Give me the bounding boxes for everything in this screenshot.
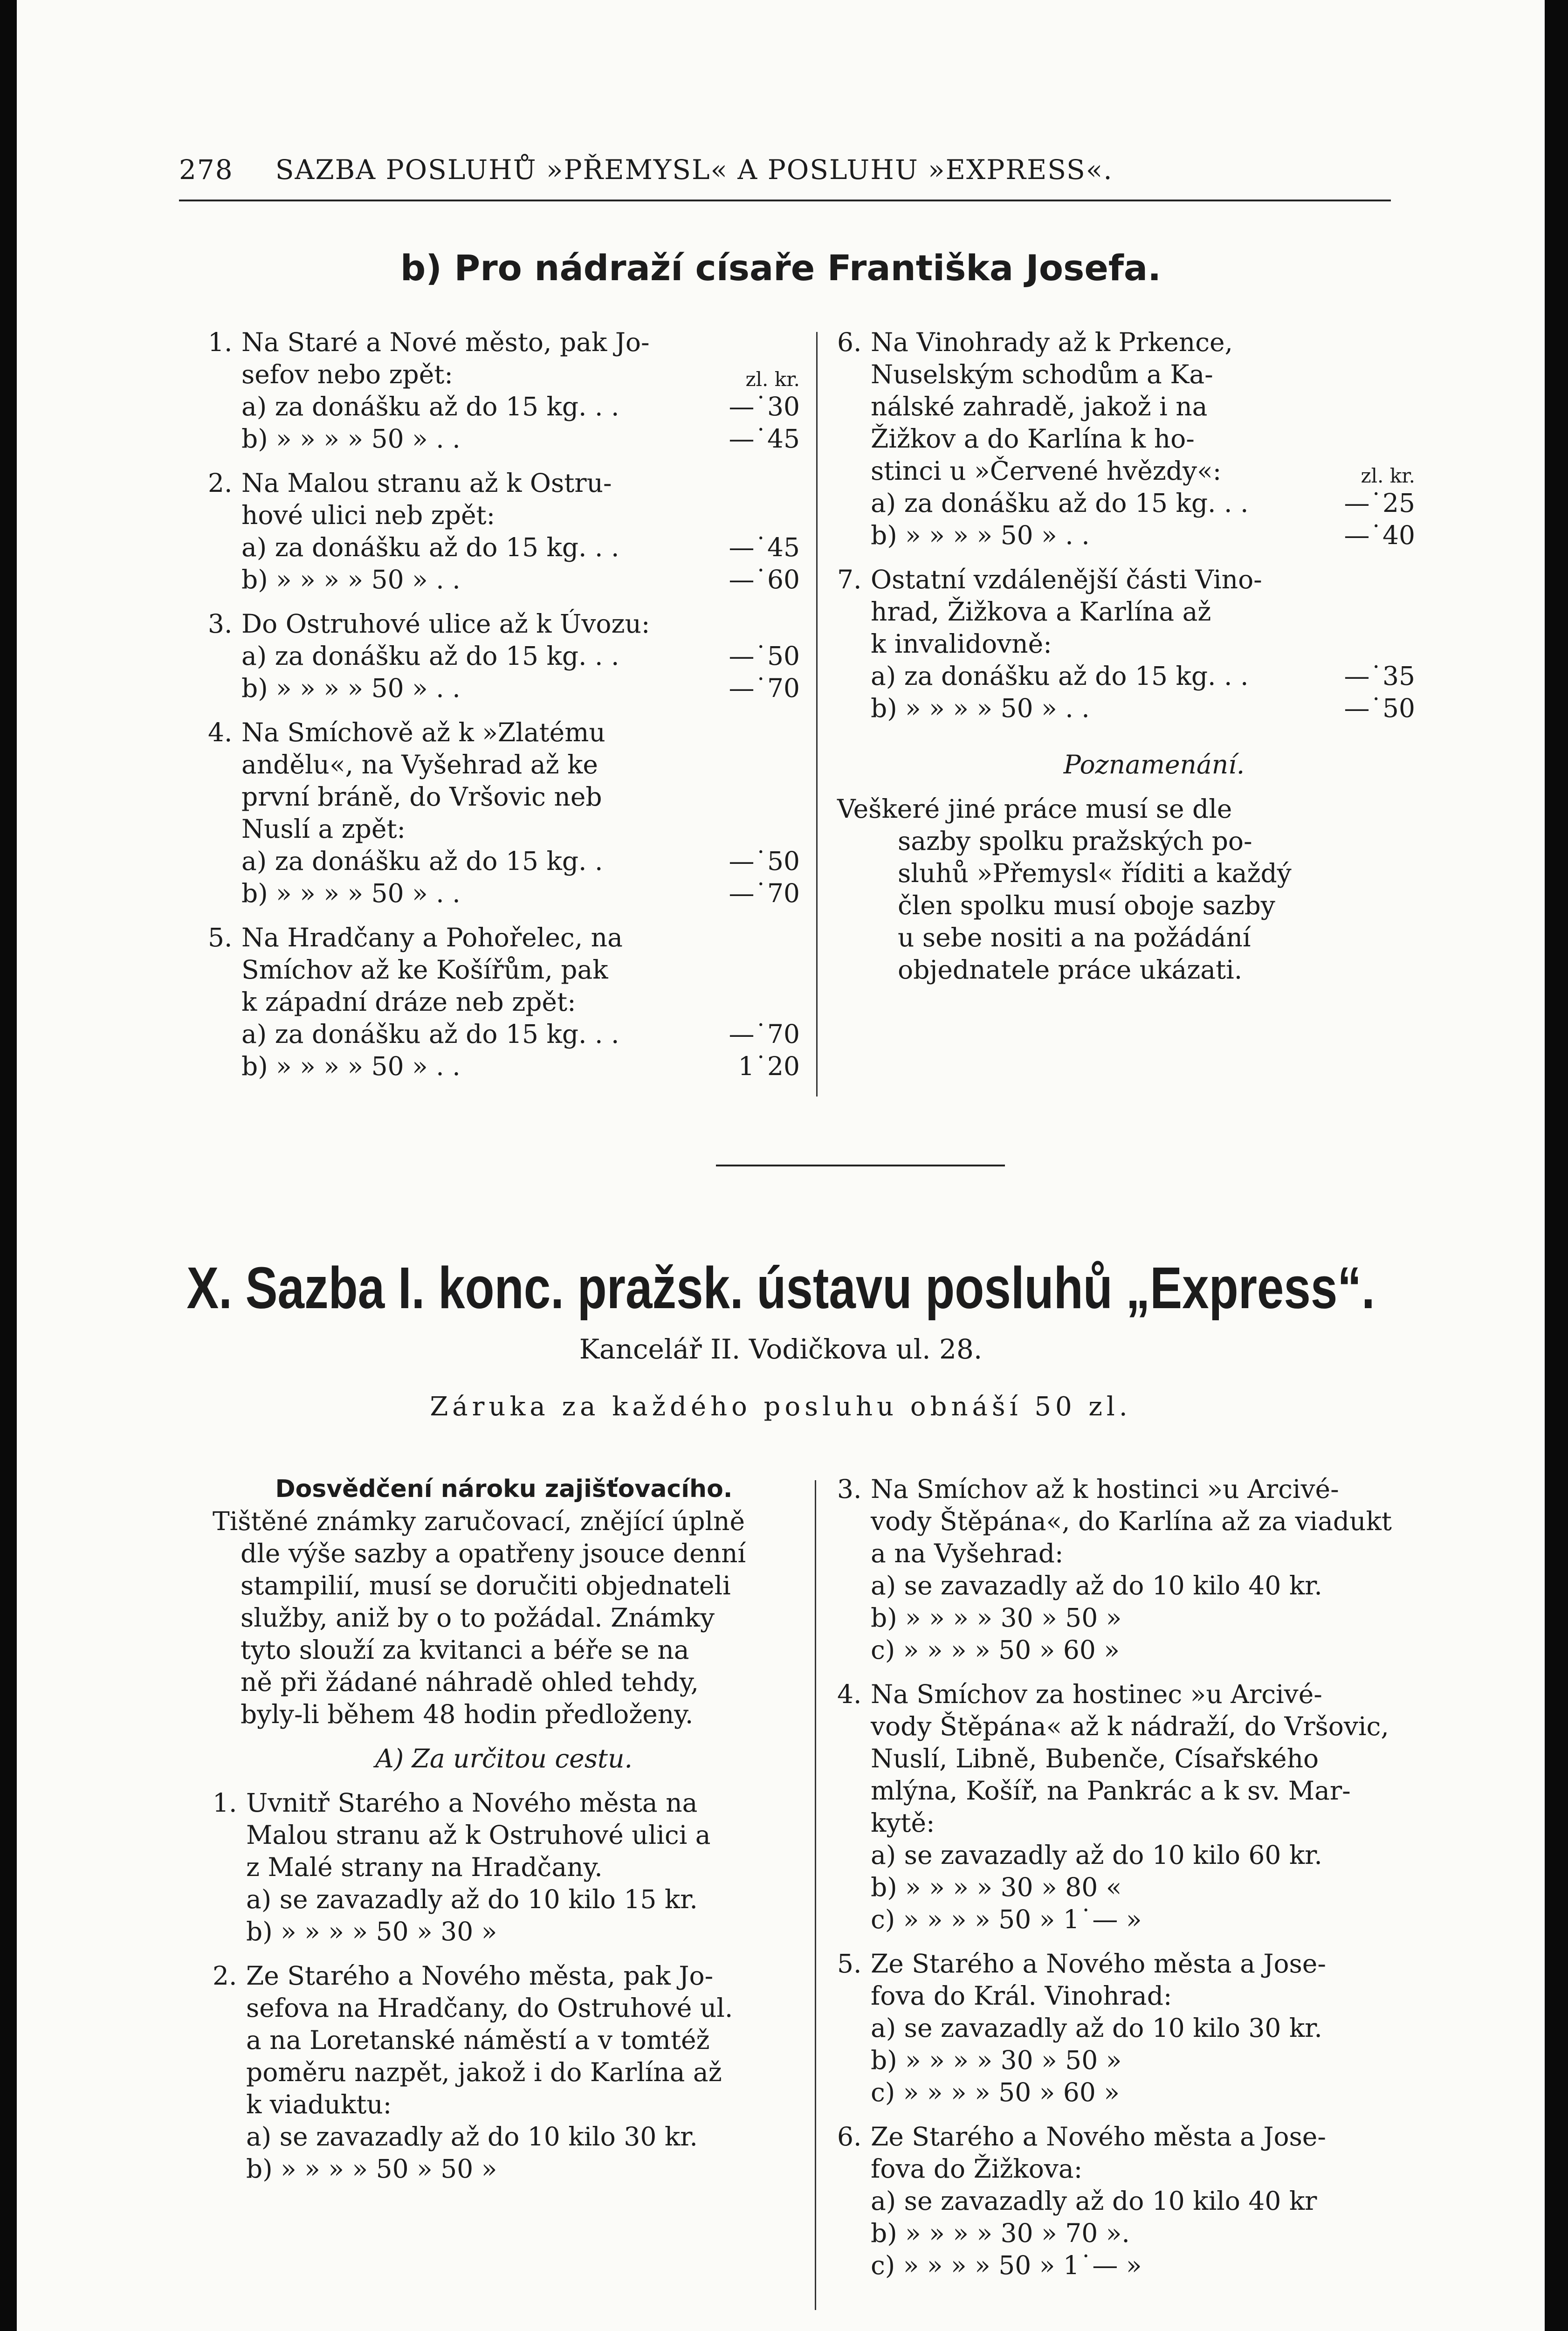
item-text-line	[213, 1851, 795, 1883]
item-line: Uvnitř Starého a Nového města na	[246, 1788, 698, 1818]
item-text-line	[208, 781, 800, 813]
section-b-right-column	[837, 326, 1415, 986]
item-text-line	[837, 1538, 1420, 1570]
item-text-line	[837, 1775, 1420, 1807]
rate-price: —˙25	[1344, 488, 1415, 518]
rate-row	[837, 1903, 1420, 1936]
rate-price: —˙70	[729, 878, 800, 908]
rate-row	[208, 877, 800, 910]
rate-label: b) » » » » 50 » . .	[241, 424, 461, 454]
rate-label: c) » » » » 50 » 1˙— »	[871, 1904, 1142, 1934]
item-line: poměru nazpět, jakož i do Karlína až	[246, 2057, 722, 2087]
spacer	[208, 704, 800, 717]
item-line: Nuslí a zpět:	[241, 814, 406, 844]
rate-label: b) » » » » 30 » 70 ».	[871, 2218, 1130, 2248]
item-text-line	[837, 2153, 1420, 2185]
rate-label: a) za donášku až do 15 kg. . .	[241, 641, 619, 671]
section-b-title: b) Pro nádraží císaře Františka Josefa.	[400, 247, 1162, 289]
rate-row	[837, 1871, 1420, 1903]
book-page	[17, 0, 1545, 2331]
rate-label: a) se zavazadly až do 10 kilo 60 kr.	[871, 1840, 1322, 1870]
paragraph-line: Tištěné známky zaručovací, znějící úplně	[213, 1506, 745, 1536]
rate-price: —˙45	[729, 424, 800, 454]
item-line: kytě:	[871, 1808, 935, 1838]
spacer	[837, 737, 1415, 749]
note-line: Veškeré jiné práce musí se dle	[837, 794, 1232, 824]
rate-row	[837, 2249, 1420, 2282]
item-number: 2.	[208, 468, 233, 498]
item-line: Nuslí, Libně, Bubenče, Císařského	[871, 1744, 1319, 1773]
item-line: Na Smíchově až k »Zlatému	[241, 717, 605, 747]
item-line: Ze Starého a Nového města, pak Jo-	[246, 1961, 714, 1991]
item-text-line	[837, 359, 1415, 391]
rate-price: —˙35	[1344, 661, 1415, 691]
item-number: 7.	[837, 565, 862, 594]
spacer	[213, 1775, 795, 1787]
item-number: 3.	[208, 609, 233, 639]
spacer	[837, 2282, 1420, 2294]
subsection-title: A) Za určitou cestu.	[375, 1744, 633, 1773]
rate-price: —˙45	[729, 532, 800, 562]
rate-row	[837, 1602, 1420, 1634]
rate-row	[837, 2185, 1420, 2217]
item-text-line	[208, 922, 800, 954]
rate-row	[837, 1634, 1420, 1666]
item-line: vody Štěpána«, do Karlína až za viadukt	[871, 1506, 1392, 1536]
rate-label: b) » » » » 50 » . .	[871, 520, 1090, 550]
item-line: andělu«, na Vyšehrad až ke	[241, 750, 598, 779]
rate-row	[837, 660, 1415, 692]
item-line: Ze Starého a Nového města a Jose-	[871, 2122, 1326, 2152]
column-divider	[815, 1480, 816, 2310]
rate-label: a) za donášku až do 15 kg. . .	[871, 661, 1249, 691]
rate-label: a) se zavazadly až do 10 kilo 30 kr.	[246, 2122, 698, 2152]
item-text-line	[213, 1960, 795, 1992]
rate-price: —˙40	[1344, 520, 1415, 550]
rate-row	[213, 2153, 795, 2185]
rate-price: —˙60	[729, 565, 800, 594]
item-line: z Malé strany na Hradčany.	[246, 1852, 603, 1882]
rate-price: —˙50	[1344, 693, 1415, 723]
spacer	[837, 724, 1415, 737]
rate-row	[208, 672, 800, 704]
item-text-line	[213, 1992, 795, 2024]
spacer	[837, 1936, 1420, 1948]
item-line: Na Smíchov až k hostinci »u Arcivé-	[871, 1474, 1339, 1504]
note-line: člen spolku musí oboje sazby	[898, 890, 1275, 920]
item-text-line	[213, 2089, 795, 2121]
spacer	[837, 1666, 1420, 1678]
item-number: 4.	[208, 717, 233, 747]
item-text-line	[208, 467, 800, 499]
item-text-line	[837, 391, 1415, 423]
paragraph-line: tyto slouží za kvitanci a béře se na	[241, 1635, 689, 1665]
rate-row	[837, 2076, 1420, 2109]
item-line: Ostatní vzdálenější části Vino-	[871, 565, 1262, 594]
item-text-line	[213, 1787, 795, 1819]
spacer	[213, 2185, 795, 2197]
item-text-line	[837, 1710, 1420, 1743]
item-text-line	[837, 423, 1415, 455]
item-text-line	[837, 628, 1415, 660]
rate-row	[837, 1570, 1420, 1602]
item-number: 5.	[837, 1949, 862, 1979]
item-line: první bráně, do Vršovic neb	[241, 782, 602, 812]
note-line: sazby spolku pražských po-	[898, 826, 1252, 856]
spacer	[213, 1948, 795, 1960]
item-text-line	[837, 564, 1415, 596]
rate-label: a) za donášku až do 15 kg. . .	[241, 392, 619, 421]
item-number: 6.	[837, 327, 862, 357]
item-number: 6.	[837, 2122, 862, 2152]
page-number: 278	[179, 154, 234, 186]
item-line: nálské zahradě, jakož i na	[871, 392, 1208, 421]
item-line: sefov nebo zpět:	[241, 359, 453, 389]
item-text-line	[837, 1505, 1420, 1538]
item-line: Malou stranu až k Ostruhové ulici a	[246, 1820, 711, 1850]
item-number: 5.	[208, 923, 233, 952]
office-address: Kancelář II. Vodičkova ul. 28.	[579, 1333, 983, 1365]
item-line: stinci u »Červené hvězdy«:	[871, 456, 1222, 486]
rate-row	[837, 692, 1415, 724]
column-divider	[816, 332, 818, 1097]
item-text-line	[837, 596, 1415, 628]
item-line: a na Loretanské náměstí a v tomtéž	[246, 2025, 710, 2055]
rate-row	[837, 2217, 1420, 2249]
item-text-line	[837, 1807, 1420, 1839]
rate-label: b) » » » » 50 » . .	[241, 1051, 461, 1081]
rate-label: c) » » » » 50 » 1˙— »	[871, 2250, 1142, 2280]
item-line: k viaduktu:	[246, 2090, 392, 2119]
item-text-line	[213, 1819, 795, 1851]
rate-label: c) » » » » 50 » 60 »	[871, 1635, 1120, 1665]
rate-price: 1˙20	[738, 1051, 800, 1081]
item-text-line	[208, 813, 800, 845]
note-line: sluhů »Přemysl« říditi a každý	[898, 858, 1292, 888]
running-header	[179, 154, 1391, 186]
item-text-line	[208, 359, 800, 391]
item-text-line	[837, 1743, 1420, 1775]
note-title: Poznamenání.	[1063, 750, 1245, 779]
item-text-line	[208, 749, 800, 781]
rate-row	[208, 640, 800, 672]
item-text-line	[837, 1678, 1420, 1710]
rate-row	[208, 564, 800, 596]
rate-label: a) za donášku až do 15 kg. . .	[241, 532, 619, 562]
item-line: a na Vyšehrad:	[871, 1538, 1064, 1568]
item-line: Nuselským schodům a Ka-	[871, 359, 1213, 389]
spacer	[208, 1083, 800, 1095]
spacer	[837, 781, 1415, 793]
rate-label: a) za donášku až do 15 kg. .	[241, 846, 603, 876]
spacer	[208, 596, 800, 608]
rate-row	[208, 845, 800, 877]
paragraph-line: dle výše sazby a opatřeny jsouce denní	[241, 1538, 746, 1568]
rate-label: b) » » » » 50 » . .	[241, 565, 461, 594]
rate-row	[208, 1050, 800, 1083]
left-column-title: Dosvědčení nároku zajišťovacího.	[275, 1475, 733, 1503]
rate-label: b) » » » » 30 » 50 »	[871, 1603, 1122, 1633]
rate-label: b) » » » » 50 » . .	[871, 693, 1090, 723]
guarantee-note: Záruka za každého posluhu obnáší 50 zl.	[430, 1392, 1132, 1422]
item-line: hrad, Žižkova a Karlína až	[871, 597, 1211, 627]
item-text-line	[213, 2024, 795, 2056]
item-text-line	[837, 326, 1415, 359]
rate-label: b) » » » » 50 » 30 »	[246, 1917, 497, 1946]
running-title: SAZBA POSLUHŮ »PŘEMYSL« A POSLUHU »EXPRESS«.	[275, 154, 1113, 186]
item-text-line	[208, 608, 800, 640]
item-text-line	[208, 326, 800, 359]
item-line: sefova na Hradčany, do Ostruhové ul.	[246, 1993, 733, 2023]
item-line: Žižkov a do Karlína k ho-	[871, 424, 1195, 454]
item-number: 4.	[837, 1679, 862, 1709]
rate-label: a) se zavazadly až do 10 kilo 30 kr.	[871, 2013, 1322, 2043]
rate-price: —˙50	[729, 846, 800, 876]
spacer	[208, 910, 800, 922]
item-number: 1.	[208, 327, 233, 357]
item-text-line	[208, 499, 800, 531]
rate-label: a) za donášku až do 15 kg. . .	[871, 488, 1249, 518]
rate-row	[837, 519, 1415, 552]
rate-price: —˙70	[729, 1019, 800, 1049]
item-text-line	[208, 954, 800, 986]
item-line: k invalidovně:	[871, 629, 1052, 659]
rate-row	[213, 1883, 795, 1916]
item-text-line	[208, 986, 800, 1018]
price-column-header: zl. kr.	[745, 368, 800, 391]
rate-row	[208, 1018, 800, 1050]
item-text-line	[837, 1473, 1420, 1505]
rate-label: b) » » » » 30 » 80 «	[871, 1872, 1122, 1902]
item-number: 2.	[213, 1961, 237, 1991]
item-line: fova do Král. Vinohrad:	[871, 1981, 1172, 2011]
rate-price: —˙50	[729, 641, 800, 671]
item-line: hové ulici neb zpět:	[241, 500, 495, 530]
rate-row	[837, 487, 1415, 519]
paragraph-line: ně při žádané náhradě ohled tehdy,	[241, 1667, 699, 1697]
rate-label: b) » » » » 30 » 50 »	[871, 2045, 1122, 2075]
item-line: mlýna, Košíř, na Pankrác a k sv. Mar-	[871, 1776, 1351, 1806]
note-line: u sebe nositi a na požádání	[898, 923, 1251, 952]
rate-price: —˙30	[729, 392, 800, 421]
paragraph-line: služby, aniž by o to požádal. Známky	[241, 1603, 715, 1633]
item-line: Na Vinohrady až k Prkence,	[871, 327, 1233, 357]
item-line: Ze Starého a Nového města a Jose-	[871, 1949, 1326, 1979]
spacer	[837, 2109, 1420, 2121]
rate-row	[837, 1839, 1420, 1871]
rate-row	[837, 2012, 1420, 2044]
item-line: Na Hradčany a Pohořelec, na	[241, 923, 623, 952]
item-line: Do Ostruhové ulice až k Úvozu:	[241, 609, 650, 639]
rate-label: a) za donášku až do 15 kg. . .	[241, 1019, 619, 1049]
rate-label: b) » » » » 50 » . .	[241, 673, 461, 703]
item-line: vody Štěpána« až k nádraží, do Vršovic,	[871, 1711, 1389, 1741]
paragraph-line: stampilií, musí se doručiti objednateli	[241, 1571, 731, 1600]
section-x-title: X. Sazba I. konc. pražsk. ústavu posluhů „Express“.	[186, 1255, 1375, 1321]
rate-label: b) » » » » 50 » 50 »	[246, 2154, 497, 2184]
item-number: 3.	[837, 1474, 862, 1504]
item-text-line	[837, 1980, 1420, 2012]
spacer	[213, 1731, 795, 1743]
spacer	[837, 552, 1415, 564]
rate-label: a) se zavazadly až do 10 kilo 15 kr.	[246, 1884, 698, 1914]
rate-label: a) se zavazadly až do 10 kilo 40 kr.	[871, 1571, 1322, 1600]
rate-price: —˙70	[729, 673, 800, 703]
item-line: k západní dráze neb zpět:	[241, 987, 576, 1017]
header-rule	[179, 200, 1391, 201]
rate-row	[837, 2044, 1420, 2076]
item-line: Smíchov až ke Košířům, pak	[241, 955, 608, 985]
rate-label: b) » » » » 50 » . .	[241, 878, 461, 908]
item-line: fova do Žižkova:	[871, 2154, 1083, 2184]
rate-label: a) se zavazadly až do 10 kilo 40 kr	[871, 2186, 1317, 2216]
note-line: objednatele práce ukázati.	[898, 955, 1243, 985]
rate-row	[208, 391, 800, 423]
section-x-left-column	[213, 1473, 795, 2197]
section-b-left-column	[208, 326, 800, 1095]
item-text-line	[213, 2056, 795, 2089]
item-line: Na Malou stranu až k Ostru-	[241, 468, 612, 498]
section-x-right-column	[837, 1473, 1420, 2294]
item-text-line	[208, 717, 800, 749]
section-separator	[716, 1165, 1005, 1166]
rate-row	[208, 423, 800, 455]
item-text-line	[837, 455, 1415, 487]
paragraph-line: byly-li během 48 hodin předloženy.	[241, 1699, 694, 1729]
item-number: 1.	[213, 1788, 237, 1818]
price-column-header: zl. kr.	[1361, 464, 1415, 487]
rate-row	[213, 1916, 795, 1948]
rate-row	[208, 531, 800, 564]
spacer	[208, 455, 800, 467]
item-text-line	[837, 1948, 1420, 1980]
rate-label: c) » » » » 50 » 60 »	[871, 2077, 1120, 2107]
item-line: Na Smíchov za hostinec »u Arcivé-	[871, 1679, 1322, 1709]
item-text-line	[837, 2121, 1420, 2153]
rate-row	[213, 2121, 795, 2153]
item-line: Na Staré a Nové město, pak Jo-	[241, 327, 650, 357]
